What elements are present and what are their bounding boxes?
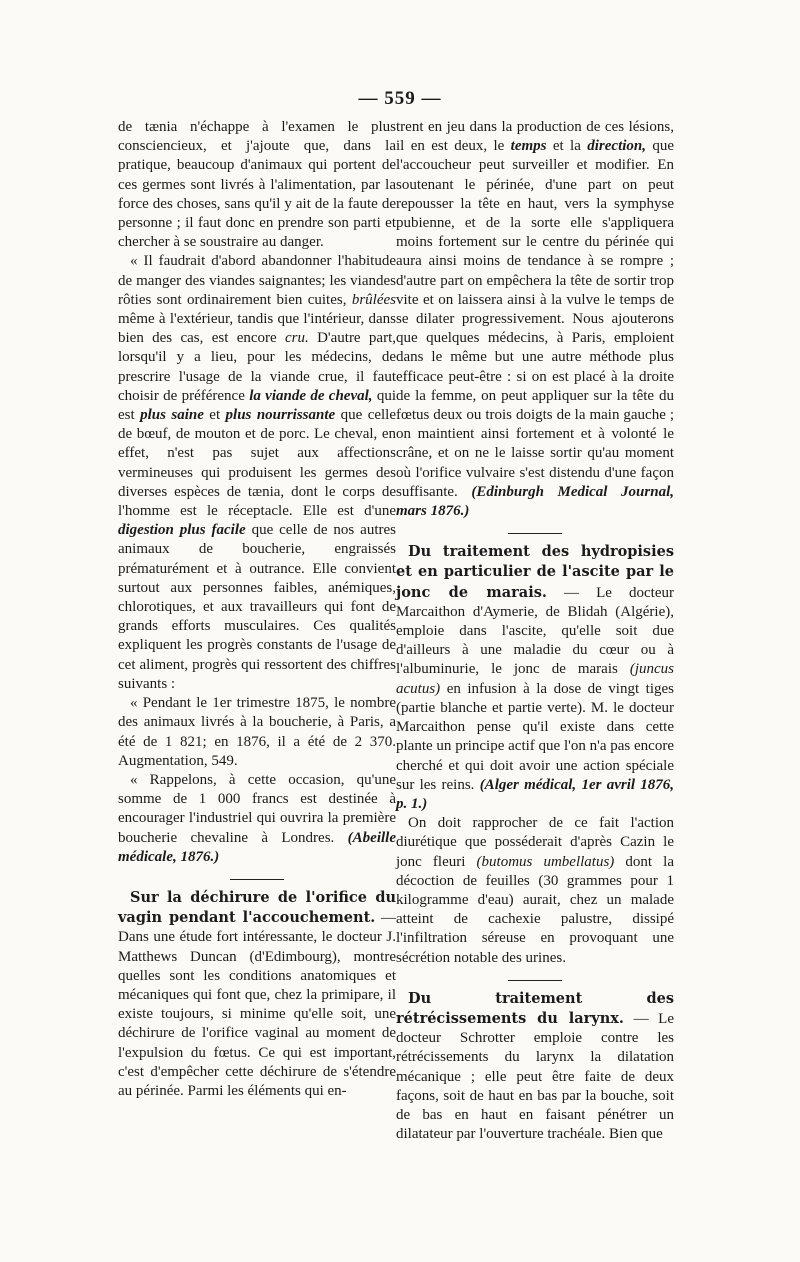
paragraph: On doit rapprocher de ce fait l'action diurétique que posséderait d'après Cazin le jonc fleuri (butomus umbellatus) dont la décoction de feuilles (30 grammes pour 1 kilogramme d'eau) aurait, chez un malade atteint de cachexie palustre, dissipé l'infiltration séreuse en provoquant une sécrétion notable des urines.: [396, 815, 675, 966]
page-number: — 559 —: [358, 88, 442, 109]
section-heading: Sur la déchirure de l'orifice du vagin pendant l'accouchement.: [118, 888, 396, 927]
left-column: [118, 118, 396, 1101]
section-heading: Du traitement des hydropisies et en particulier de l'ascite par le jonc de marais.: [396, 543, 674, 601]
paragraph: « Pendant le 1er trimestre 1875, le nombre des animaux livrés à la boucherie, à Paris, a été de 1 821; en 1876, il a été de 2 370. Augmentation, 549.: [118, 695, 396, 769]
section-paragraph: Du traitement des hydropisies et en particulier de l'ascite par le jonc de marais. — Le docteur Marcaithon d'Aymerie, de Blidah (Algérie), emploie dans l'ascite, qu'elle soit due d'ailleurs à une maladie du cœur ou à l'albuminurie, le jonc de marais (juncus acutus) en infusion à la dose de vingt tiges (partie blanche et partie verte). M. le docteur Marcaithon pense qu'il existe dans cette plante un principe actif que l'on n'a pas encore cherché et qui doit avoir une action spéciale sur les reins. (Alger médical, 1er avril 1876, p. 1.): [396, 543, 675, 812]
paragraph: « Il faudrait d'abord abandonner l'habitude de manger des viandes saignantes; les viandes rôties sont ordinairement bien cuites, brûlées même à l'extérieur, tandis que l'intérieur, dans bien des cas, est encore cru. D'autre part, lorsqu'il y a lieu, pour les médecins, de prescrire l'usage de la viande crue, il faut choisir de préférence la viande de cheval, qui est plus saine et plus nourrissante que celle de bœuf, de mouton et de porc. Le cheval, en effet, n'est pas sujet aux affections vermineuses qui produisent les germes des diverses espèces de tænia, dont le corps de l'homme est le réceptacle. Elle est d'une digestion plus facile que celle de nos autres animaux de boucherie, engraissés prématurément et à outrance. Elle convient surtout aux personnes faibles, anémiques, chlorotiques, et aux travailleurs qui font de grands efforts musculaires. Ces qualités expliquent les progrès constants de l'usage de cet aliment, progrès qui ressortent des chiffres suivants :: [118, 253, 397, 692]
section-divider: [508, 533, 562, 534]
section-divider: [508, 980, 562, 981]
section-paragraph: Du traitement des rétrécissements du larynx. — Le docteur Schrotter emploie contre les rétrécissements du larynx la dilatation mécanique ; elle peut être faite de deux façons, soit de haut en bas par la bouche, soit de bas en haut en faisant pénétrer un dilatateur par l'ouverture trachéale. Bien que: [396, 989, 674, 1143]
right-column: [396, 118, 674, 1144]
section-heading: Du traitement des rétrécissements du larynx.: [396, 989, 674, 1027]
paragraph: trent en jeu dans la production de ces lésions, il en est deux, le temps et la direction, que l'accoucheur peut surveiller et modifier. En soutenant le périnée, d'une part on peut repousser la tête en haut, vers la symphyse pubienne, et de la sorte elle s'appliquera moins fortement sur le centre du périnée qui aura ainsi moins de tendance à se rompre ; d'autre part on empêchera la tête de sortir trop vite et on laissera ainsi à la vulve le temps de se dilater progressivement. Nous ajouterons que quelques médecins, à Paris, emploient dans le même but une autre méthode plus efficace peut-être : si on est placé à la droite de la femme, on peut appliquer sur la tête du fœtus deux ou trois doigts de la main gauche ; on maintient ainsi fortement et à volonté le crâne, et on ne le laisse sortir qu'au moment où l'orifice vulvaire s'est distendu d'une façon suffisante. (Edinburgh Medical Journal, mars 1876.): [396, 119, 675, 520]
paragraph: « Rappelons, à cette occasion, qu'une somme de 1 000 francs est destinée à encourager l'industriel qui ouvrira la première boucherie chevaline à Londres. (Abeille médicale, 1876.): [118, 771, 396, 865]
paragraph: de tænia n'échappe à l'examen le plus consciencieux, et j'ajoute que, dans la pratique, beaucoup d'animaux qui portent de ces germes sont livrés à l'alimentation, par la force des choses, sans qu'il y ait de la faute de personne ; il faut donc en prendre son parti et chercher à se soustraire au danger.: [118, 119, 396, 251]
section-paragraph: Sur la déchirure de l'orifice du vagin pendant l'accouchement. — Dans une étude fort intéressante, le docteur J. Matthews Duncan (d'Edimbourg), montre quelles sont les conditions anatomiques et mécaniques qui font que, chez la primipare, il existe toujours, si minime qu'elle soit, une déchirure de l'orifice vaginal au moment de l'expulsion du fœtus. Ce qui est important, c'est d'empêcher cette déchirure de s'étendre au périnée. Parmi les éléments qui en-: [118, 888, 397, 1099]
section-divider: [230, 879, 284, 880]
